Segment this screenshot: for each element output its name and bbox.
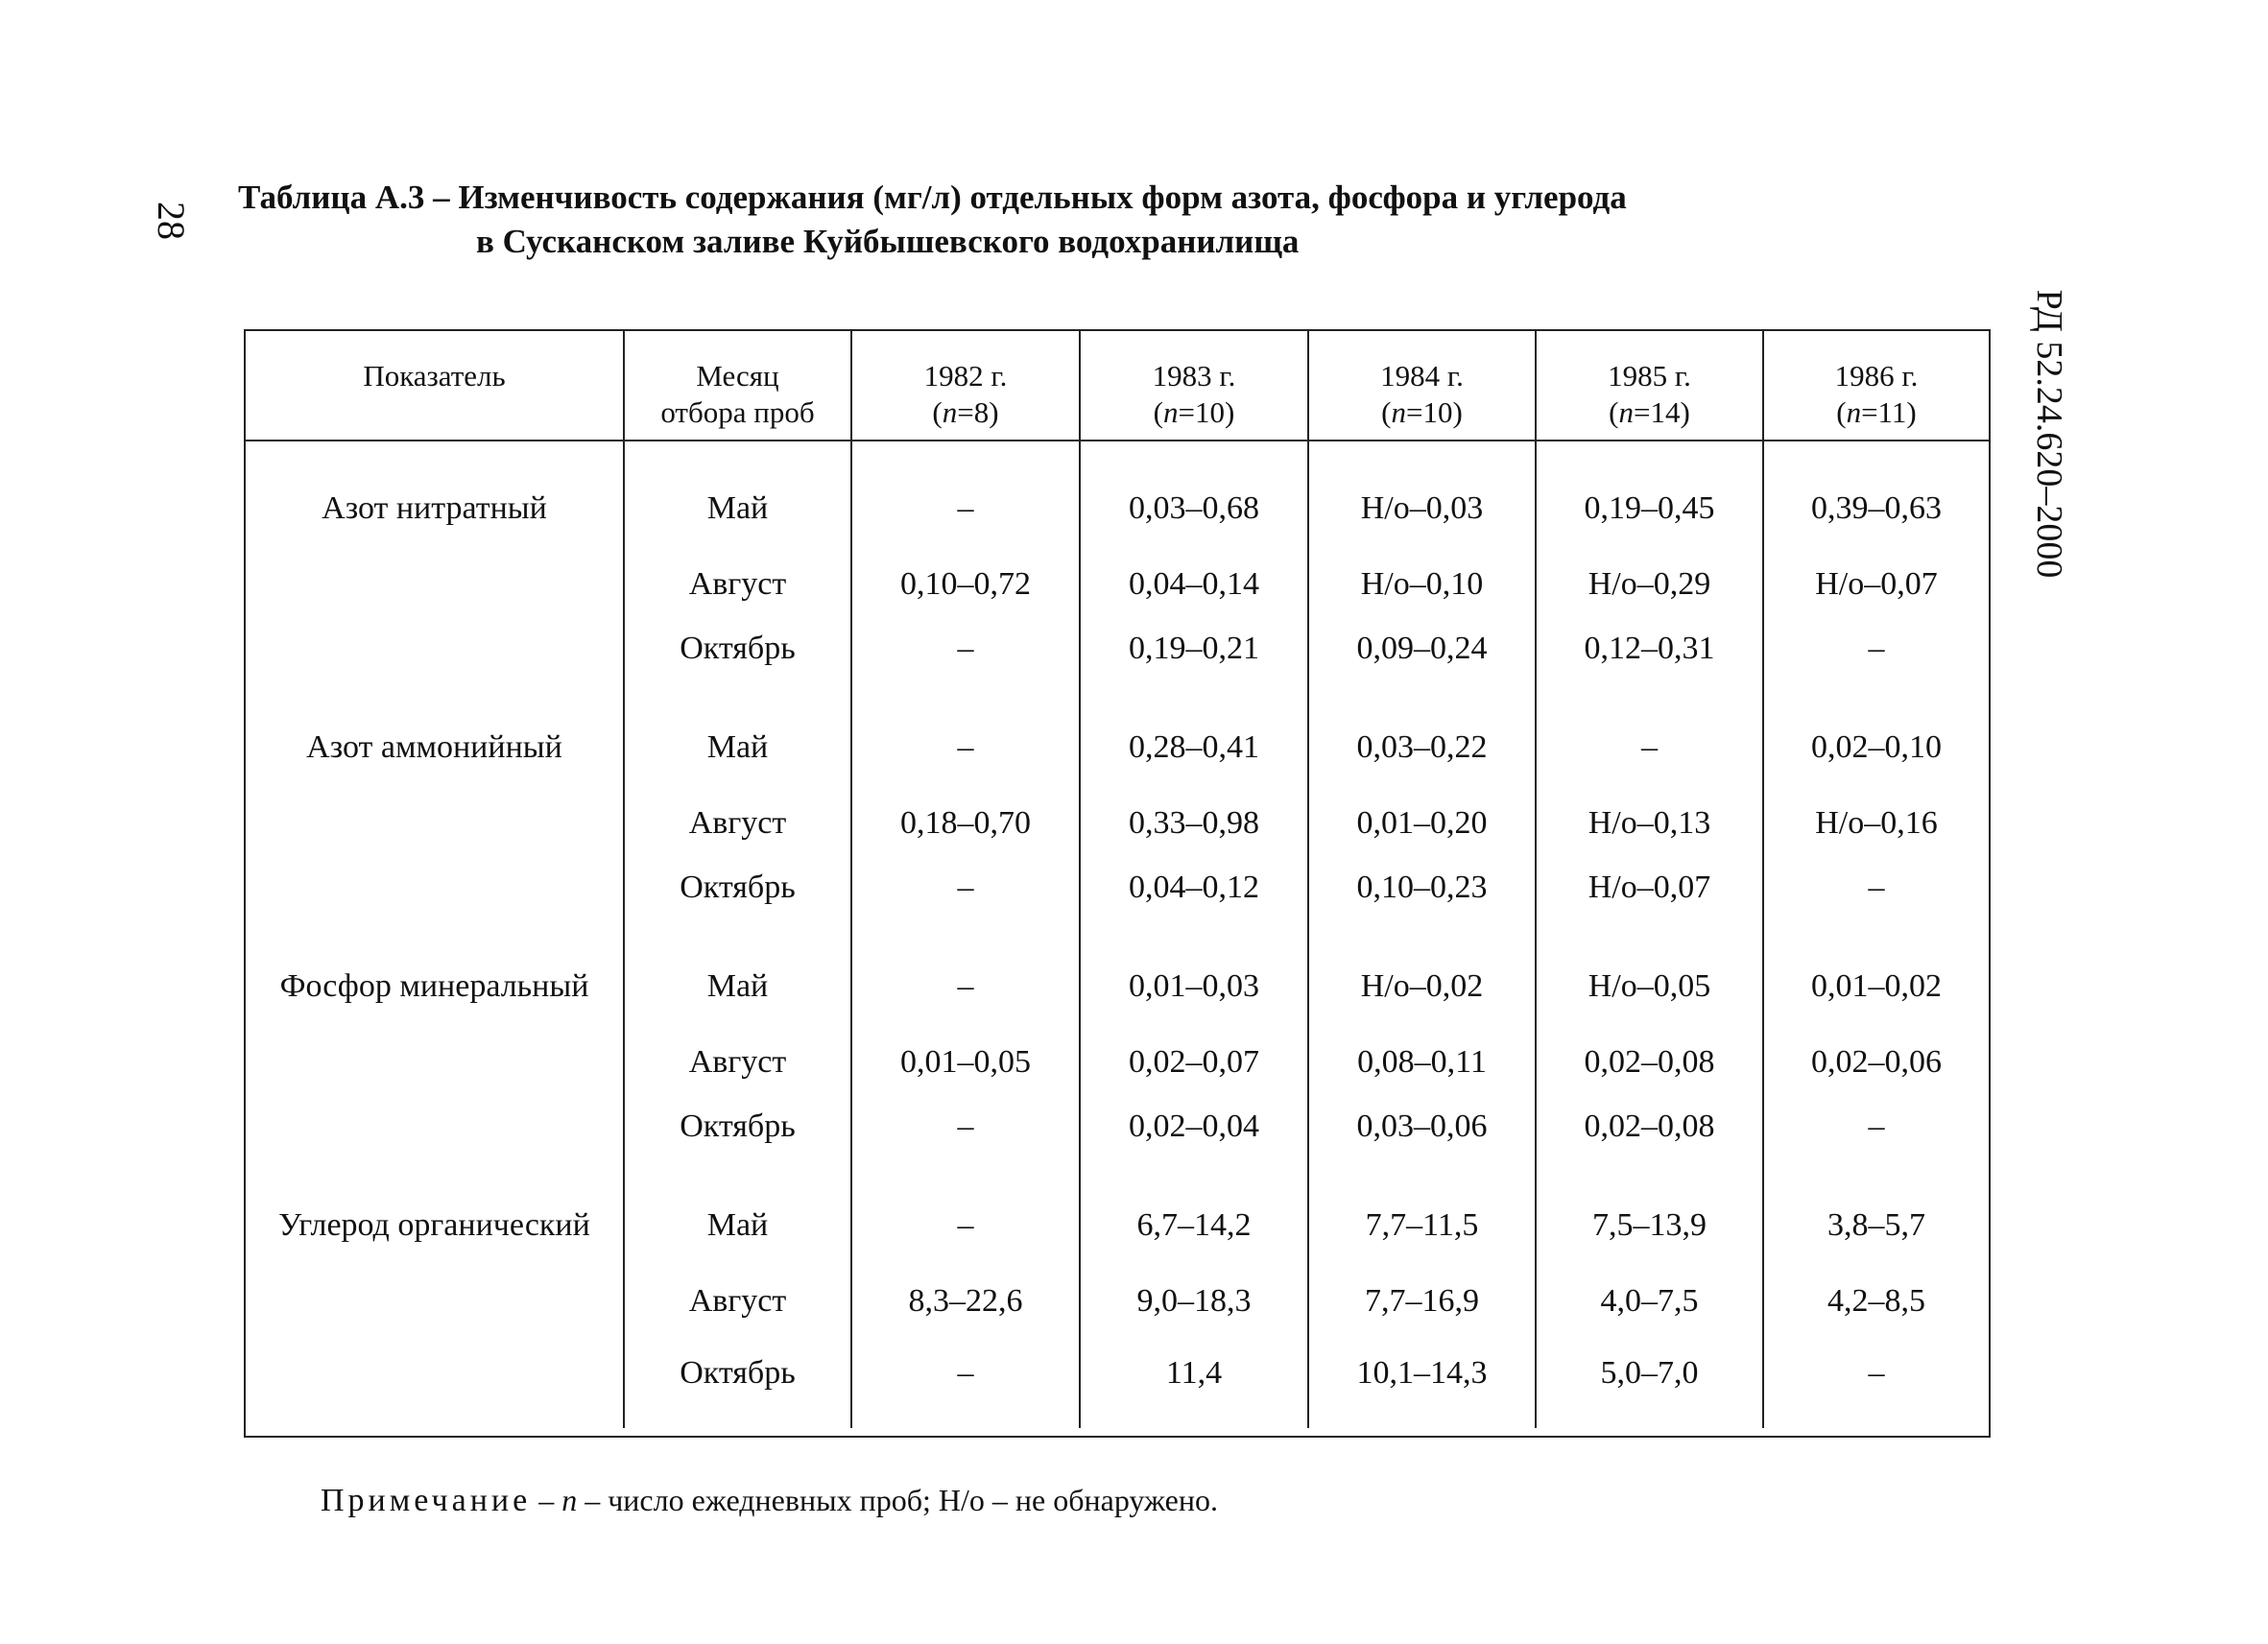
table-row [246,855,1989,919]
value-cell: – [1763,855,1989,919]
value-cell: – [851,919,1080,1030]
value-cell: 0,18–0,70 [851,791,1080,855]
table-row [246,1158,1989,1269]
table-row [246,552,1989,616]
table-row [246,1269,1989,1333]
value-cell: Н/о–0,13 [1536,791,1763,855]
value-cell: – [851,1094,1080,1158]
value-cell: Н/о–0,03 [1308,441,1536,552]
month-cell: Август [624,1269,851,1333]
month-cell: Май [624,680,851,791]
value-cell: – [851,855,1080,919]
month-cell: Октябрь [624,855,851,919]
value-cell: 0,03–0,22 [1308,680,1536,791]
table-title [238,176,1870,264]
page-number: 28 [150,202,193,240]
value-cell: 7,7–11,5 [1308,1158,1536,1269]
value-cell: – [1763,1333,1989,1428]
value-cell: 0,39–0,63 [1763,441,1989,552]
value-cell: Н/о–0,29 [1536,552,1763,616]
indicator-cell: Азот аммонийный [306,728,562,765]
table-frame [244,329,1991,1518]
value-cell: 0,02–0,06 [1763,1030,1989,1094]
value-cell: 5,0–7,0 [1536,1333,1763,1428]
value-cell: – [851,680,1080,791]
value-cell: – [851,441,1080,552]
value-cell: 6,7–14,2 [1080,1158,1308,1269]
value-cell: 0,02–0,08 [1536,1094,1763,1158]
value-cell: Н/о–0,07 [1536,855,1763,919]
value-cell: 4,2–8,5 [1763,1269,1989,1333]
table-row [246,1030,1989,1094]
value-cell: Н/о–0,05 [1536,919,1763,1030]
indicator-cell [246,552,624,616]
table-note: Примечание – n – число ежедневных проб; Н/о – не обнаружено. [321,1483,1218,1518]
header-year: 1983 г. (n=10) [1080,331,1308,441]
value-cell: 0,28–0,41 [1080,680,1308,791]
value-cell: Н/о–0,07 [1763,552,1989,616]
value-cell: – [851,1333,1080,1428]
month-cell: Август [624,552,851,616]
value-cell: 0,03–0,06 [1308,1094,1536,1158]
value-cell: 9,0–18,3 [1080,1269,1308,1333]
month-cell: Май [624,919,851,1030]
value-cell: 0,02–0,07 [1080,1030,1308,1094]
month-cell: Октябрь [624,616,851,680]
document-code: РД 52.24.620–2000 [2029,289,2069,579]
value-cell: 0,01–0,05 [851,1030,1080,1094]
indicator-cell [246,791,624,855]
value-cell: – [1763,1094,1989,1158]
value-cell: 0,19–0,45 [1536,441,1763,552]
indicator-cell [246,1094,624,1158]
table-title-line-2: в Сусканском заливе Куйбышевского водохранилища [476,223,1300,260]
table-title-line-1: Таблица А.3 – Изменчивость содержания (мг/л) отдельных форм азота, фосфора и углерода [238,179,1627,216]
month-cell: Октябрь [624,1094,851,1158]
value-cell: 0,01–0,03 [1080,919,1308,1030]
value-cell: 0,02–0,04 [1080,1094,1308,1158]
value-cell: 0,33–0,98 [1080,791,1308,855]
header-year: 1984 г. (n=10) [1308,331,1536,441]
indicator-cell [246,1030,624,1094]
value-cell: 11,4 [1080,1333,1308,1428]
value-cell: 0,12–0,31 [1536,616,1763,680]
note-n-symbol: n [561,1483,578,1517]
value-cell: – [851,616,1080,680]
value-cell: 0,02–0,10 [1763,680,1989,791]
value-cell: – [851,1158,1080,1269]
header-month: Месяц отбора проб [624,331,851,441]
header-row [246,331,1989,441]
value-cell: 10,1–14,3 [1308,1333,1536,1428]
table-row [246,919,1989,1030]
indicator-cell [246,616,624,680]
value-cell: 0,10–0,23 [1308,855,1536,919]
value-cell: 0,01–0,20 [1308,791,1536,855]
table-row [246,616,1989,680]
indicator-cell: Фосфор минеральный [279,967,589,1004]
value-cell: 0,01–0,02 [1763,919,1989,1030]
header-year: 1986 г. (n=11) [1763,331,1989,441]
value-cell: – [1536,680,1763,791]
value-cell: – [1763,616,1989,680]
value-cell: Н/о–0,10 [1308,552,1536,616]
month-cell: Октябрь [624,1333,851,1428]
month-cell: Май [624,441,851,552]
value-cell: 4,0–7,5 [1536,1269,1763,1333]
value-cell: 3,8–5,7 [1763,1158,1989,1269]
note-heading: Примечание [321,1483,532,1518]
indicator-cell: Углерод органический [278,1206,590,1243]
value-cell: Н/о–0,16 [1763,791,1989,855]
table-row [246,441,1989,552]
value-cell: 0,04–0,14 [1080,552,1308,616]
note-text: – число ежедневных проб; Н/о – не обнаружено. [577,1483,1218,1517]
value-cell: 7,7–16,9 [1308,1269,1536,1333]
value-cell: Н/о–0,02 [1308,919,1536,1030]
value-cell: 0,10–0,72 [851,552,1080,616]
value-cell: 0,03–0,68 [1080,441,1308,552]
value-cell: 0,08–0,11 [1308,1030,1536,1094]
value-cell: 0,09–0,24 [1308,616,1536,680]
value-cell: 0,02–0,08 [1536,1030,1763,1094]
header-indicator: Показатель [246,331,624,441]
table-row [246,680,1989,791]
header-year: 1982 г. (n=8) [851,331,1080,441]
header-year: 1985 г. (n=14) [1536,331,1763,441]
month-cell: Август [624,1030,851,1094]
indicator-cell [246,1333,624,1428]
table-row [246,1333,1989,1428]
table-row [246,791,1989,855]
indicator-cell [246,855,624,919]
month-cell: Август [624,791,851,855]
table-row [246,1094,1989,1158]
value-cell: 7,5–13,9 [1536,1158,1763,1269]
indicator-cell: Азот нитратный [322,489,547,526]
data-table [246,331,1989,1574]
value-cell: 0,04–0,12 [1080,855,1308,919]
note-row [246,1428,1989,1574]
month-cell: Май [624,1158,851,1269]
value-cell: 8,3–22,6 [851,1269,1080,1333]
value-cell: 0,19–0,21 [1080,616,1308,680]
indicator-cell [246,1269,624,1333]
